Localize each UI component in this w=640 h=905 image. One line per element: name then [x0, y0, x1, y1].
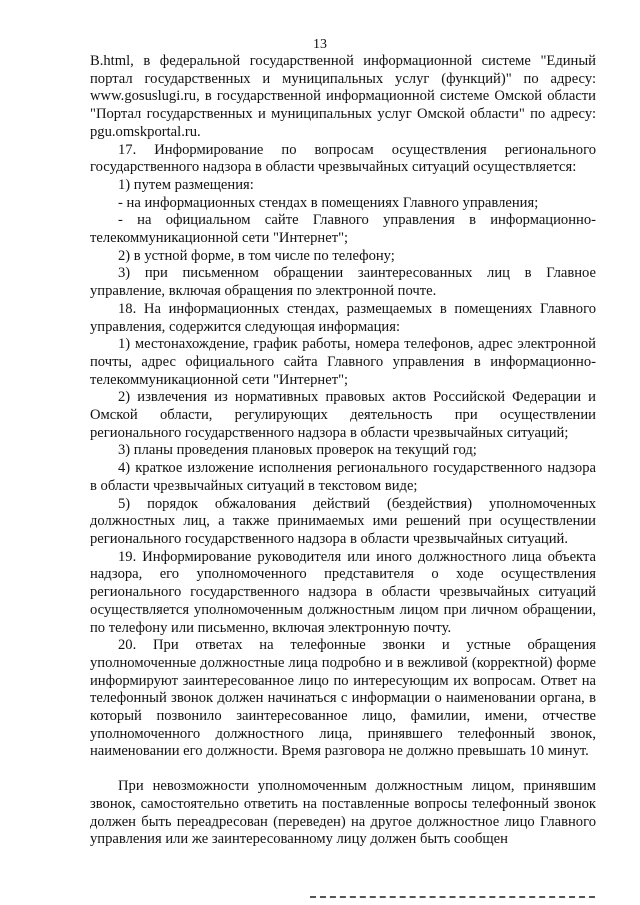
- list-item-17-1-website: - на официальном сайте Главного управления в информационно-телекоммуникационной сети "Интернет";: [90, 212, 596, 247]
- list-item-18-2: 2) извлечения из нормативных правовых актов Российской Федерации и Омской области, регулирующих деятельность при осуществлении регионального государственного надзора в области чрезвычайных ситуаций;: [90, 389, 596, 441]
- paragraph-18: 18. На информационных стендах, размещаемых в помещениях Главного управления, содержится следующая информация:: [90, 300, 596, 335]
- paragraph-20: 20. При ответах на телефонные звонки и устные обращения уполномоченные должностные лица подробно и в вежливой (корректной) форме информируют заинтересованное лицо по интересующим их вопросам. Ответ на телефонный звонок должен начинаться с информации о наименовании органа, в который позвонило заинтересованное лицо, фамилии, имени, отчестве уполномоченного должностного лица, принявшего телефонный звонок, наименовании его должности. Время разговора не должно превышать 10 минут.: [90, 637, 596, 760]
- list-item-17-3: 3) при письменном обращении заинтересованных лиц в Главное управление, включая обращения по электронной почте.: [90, 265, 596, 300]
- paragraph-continuation: B.html, в федеральной государственной информационной системе "Единый портал государственных и муниципальных услуг (функций)" по адресу: www.gosuslugi.ru, в государственной информационной системе Омской области "Портал государственных и муниципальных услуг Омской области" по адресу: pgu.omskportal.ru.: [90, 53, 596, 140]
- paragraph-20-continuation: При невозможности уполномоченным должностным лицом, принявшим звонок, самостоятельно ответить на поставленные вопросы телефонный звонок должен быть переадресован (переведен) на другое должностное лицо Главного управления или же заинтересованному лицу должен быть сообщен: [90, 778, 596, 848]
- document-body: [90, 53, 596, 849]
- list-item-17-1-stands: - на информационных стендах в помещениях Главного управления;: [118, 194, 539, 211]
- paragraph-19: 19. Информирование руководителя или иного должностного лица объекта надзора, его уполномоченного представителя о ходе осуществления регионального государственного надзора в области чрезвычайных ситуаций осуществляется уполномоченным должностным лицом при личном обращении, по телефону или письменно, включая электронную почту.: [90, 548, 596, 636]
- list-item-17-2: 2) в устной форме, в том числе по телефону;: [118, 247, 395, 264]
- list-item-18-4: 4) краткое изложение исполнения регионального государственного надзора в области чрезвычайных ситуаций в текстовом виде;: [90, 460, 596, 494]
- list-item-18-5: 5) порядок обжалования действий (бездействия) уполномоченных должностных лиц, а также принимаемых ими решений при осуществлении регионального государственного надзора в области чрезвычайных ситуаций.: [90, 495, 596, 547]
- list-item-17-1: 1) путем размещения:: [118, 176, 254, 193]
- footer-divider: [310, 896, 595, 898]
- page-number: 13: [313, 37, 327, 52]
- list-item-18-1: 1) местонахождение, график работы, номера телефонов, адрес электронной почты, адрес официального сайта Главного управления в информационно-телекоммуникационной сети "Интернет";: [90, 336, 596, 388]
- list-item-18-3: 3) планы проведения плановых проверок на текущий год;: [118, 442, 477, 459]
- paragraph-17: 17. Информирование по вопросам осуществления регионального государственного надзора в области чрезвычайных ситуаций осуществляется:: [90, 141, 596, 176]
